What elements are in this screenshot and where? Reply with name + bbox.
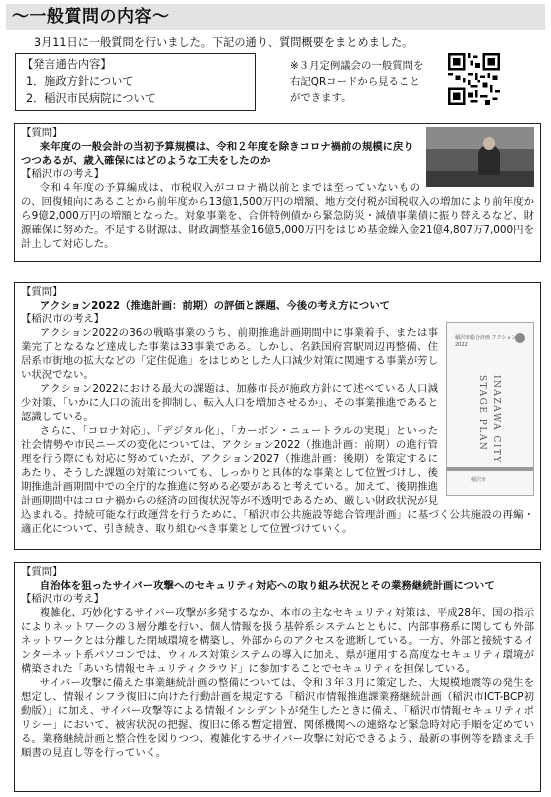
qr-code-icon[interactable] <box>448 53 500 105</box>
answer-paragraph: 複雑化、巧妙化するサイバー攻撃が多発するなか、本市の主なセキュリティ対策は、平成28年、国の指示によりネットワークの３層分離を行い、個人情報を扱う基幹系システムとともに、内部事務系に関しても外部ネットワークとは分離した閉域環境を構築し、外部からのアクセスを遮断している。一方、外部と接続するインターネット系パソコンでは、ウィルス対策システムの導入に加え、県が運用する高度なセキュリティ環境が構築された「あいち情報セキュリティクラウド」に参加することでセキュリティを担保している。 <box>21 607 534 675</box>
qr-note-line: ができます。 <box>290 92 352 104</box>
qa-section-budget <box>14 123 541 262</box>
answer-paragraph: アクション2022における最大の課題は、加藤市長が施政方針にて述べている人口減少対策、「いかに人口の流出を抑制し、転入人口を増加させるか」、その事業推進であると認識している。 <box>21 383 438 423</box>
qa-section-cybersecurity <box>14 562 541 792</box>
question-label: 【質問】 <box>21 566 63 578</box>
question-text: 自治体を狙ったサイバー攻撃へのセキュリティ対応への取り組み状況とその業務継続計画について <box>39 580 495 592</box>
page-header: 〜一般質問の内容〜 <box>6 4 545 30</box>
cover-title: 稲沢市総合計画 アクション2022 <box>455 335 517 348</box>
answer-label: 【稲沢市の考え】 <box>21 593 105 605</box>
answer-paragraph: サイバー攻撃に備えた事業継続計画の整備については、令和３年３月に策定した、大規模地震等の発生を想定し、情報インフラ復旧に向けた行動計画を規定する「稲沢市情報推進課業務継続計画（稲沢市ICT-BCP初動版）」に加え、サイバー攻撃等による情報インシデントが発生したときに備え、「稲沢市情報セキュリティポリシー」において、被害状況の把握、復旧に係る暫定措置、関係機関への連絡など緊急時対応手順を定めている。業務継続計画と整合性を図りつつ、複雑化するサイバー攻撃に対応できるよう、最新の事例等を踏まえ手順書の見直し等を行っていく。 <box>21 677 534 759</box>
answer-label: 【稲沢市の考え】 <box>21 168 105 180</box>
answer-label: 【稲沢市の考え】 <box>21 313 105 325</box>
question-label: 【質問】 <box>21 286 63 298</box>
answer-paragraph: 令和４年度の予算編成は、市税収入がコロナ禍以前とまでは至っていないものの、回復傾向にあることから前年度から13億1,500万円の増額、地方交付税が国税収入の増加により前年度から9億2,000万円の増額となった。対象事業を、合併特例債から緊急防災・減債事業債に振り替えるなど、財源確保に努めた。不足する財源は、財政調整基金16億5,000万円をはじめ基金繰入金21億4,807万7,000円を計上して対応した。 <box>21 182 534 250</box>
question-label: 【質問】 <box>21 127 63 139</box>
agenda-box <box>15 53 256 111</box>
cover-vertical-text: INAZAWA CITY STAGE PLAN <box>477 375 501 464</box>
answer-paragraph: さらに、「コロナ対応」、「デジタル化」、「カーボン・ニュートラルの実現」といった社会情勢や市民ニーズの変化については、アクション2022（推進計画：前期）の進行管理を行う際にも対応に努めていたが、アクション2027（推進計画：後期）を策定するにあたり、そうした課題の対策についても、しっかりと具体的な事業として位置づけし、後期推進計画期間中での全庁的な推進に努める必要があると考えている。加えて、後期推進計画期間中はコロナ禍からの経済の回復状況等が不透明であるため、厳しい財政状況が見込まれる。持続可能な行政運営を行うために、「稲沢市公共施設等総合管理計画」に基づく公共施設の再編・適正化について、引き続き、取り組むべき事業として位置づけていく。 <box>21 425 534 535</box>
agenda-item: 1．施政方針について <box>26 75 134 88</box>
qr-note-line: 右記QRコードから見ること <box>290 76 420 88</box>
answer-paragraph: アクション2022の36の戦略事業のうち、前期推進計画期間中に事業着手、または事業完了となるなど達成した事業は33事業である。しかし、名鉄国府宮駅周辺再整備、住居系市街地の拡大などの「定住促進」をはじめとした人口減少対策に関連する事業が芳しい状況でない。 <box>21 327 438 381</box>
qa-section-action2022 <box>14 282 541 550</box>
qr-note-line: ※３月定例議会の一般質問を <box>290 60 424 72</box>
cover-footer: 稲沢市 <box>471 477 487 483</box>
agenda-label: 【発言通告内容】 <box>22 58 112 71</box>
question-text: アクション2022（推進計画：前期）の評価と課題、今後の考え方について <box>39 300 391 312</box>
assembly-photo <box>426 127 534 187</box>
qr-note <box>290 58 438 106</box>
intro-text: 3月11日に一般質問を行いました。下記の通り、質問概要をまとめました。 <box>34 36 414 49</box>
plan-cover-image <box>446 322 534 496</box>
agenda-item: 2．稲沢市民病院について <box>26 92 156 105</box>
question-text: 来年度の一般会計の当初予算規模は、令和２年度を除きコロナ禍前の規模に戻りつつあるが、歳入確保にはどのような工夫をしたのか <box>21 141 414 167</box>
